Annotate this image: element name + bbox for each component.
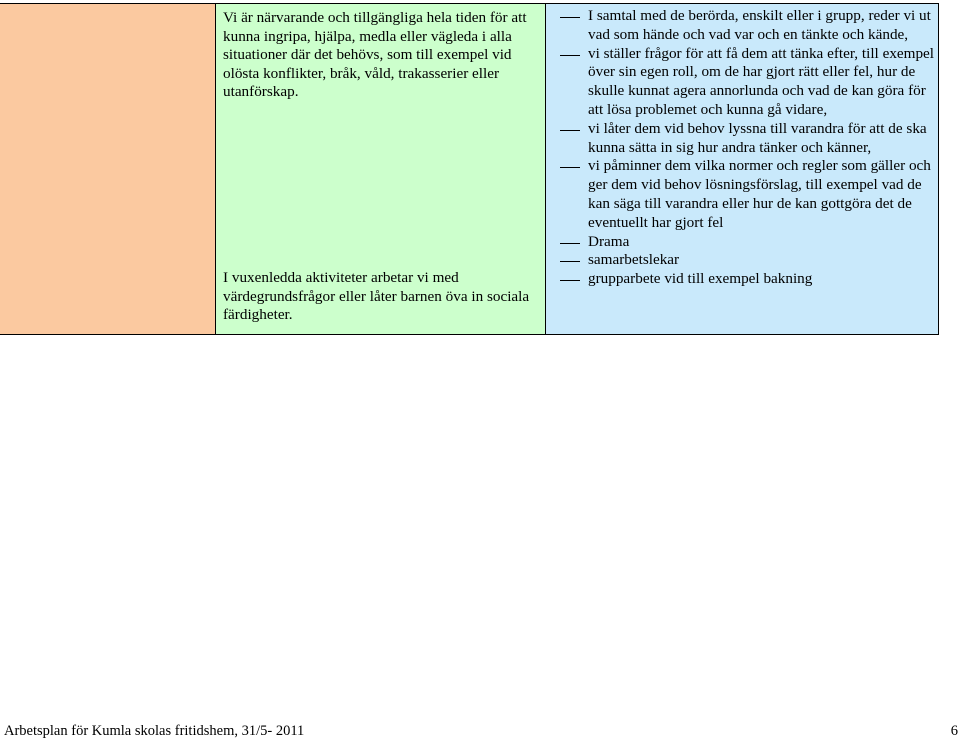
list-item (546, 251, 939, 270)
list-item (546, 7, 939, 45)
list-item-text: grupparbete vid till exempel bakning (588, 270, 813, 288)
list-item-text: vi låter dem vid behov lyssna till varandra för att de ska kunna sätta in sig hur andra tänker och känner, (588, 119, 927, 156)
list-item (546, 270, 939, 289)
dash-bullet-icon (560, 243, 580, 244)
dash-bullet-icon (560, 167, 580, 168)
list-item-text: Drama (588, 232, 630, 250)
page-number: 6 (950, 723, 958, 739)
dash-bullet-icon (560, 17, 580, 18)
middle-paragraph-1: Vi är närvarande och tillgängliga hela tiden för att kunna ingripa, hjälpa, medla eller vägleda i alla situationer där det behövs, som till exempel vid olösta konflikter, bråk, våld, trakasserier eller utanförskap. (223, 9, 527, 101)
dash-bullet-icon (560, 55, 580, 56)
list-item-text: I samtal med de berörda, enskilt eller i grupp, reder vi ut vad som hände och vad var och en tänkte och kände, (588, 7, 931, 43)
table-column-middle (216, 4, 546, 334)
list-item (546, 120, 939, 158)
list-item-text: vi ställer frågor för att få dem att tänka efter, till exempel över sin egen roll, om de har gjort rätt eller fel, hur de skulle kunnat agera annorlunda och vad de kan göra för att lösa problemet och kunna gå vidare, (588, 44, 935, 118)
table-column-left (0, 4, 216, 334)
dash-bullet-icon (560, 261, 580, 262)
list-item (546, 45, 939, 120)
list-item-text: samarbetslekar (588, 251, 680, 269)
list-item (546, 233, 939, 252)
dash-bullet-icon (560, 130, 580, 131)
middle-paragraph-2: I vuxenledda aktiviteter arbetar vi med värdegrundsfrågor eller låter barnen öva in sociala färdigheter. (223, 269, 530, 324)
content-table (0, 3, 939, 335)
list-item (546, 157, 939, 232)
action-list (546, 7, 939, 289)
footer-title: Arbetsplan för Kumla skolas fritidshem, 31/5- 2011 (4, 723, 305, 739)
table-column-right (546, 4, 939, 334)
dash-bullet-icon (560, 280, 580, 281)
list-item-text: vi påminner dem vilka normer och regler som gäller och ger dem vid behov lösningsförslag, till exempel vad de kan säga till varandra eller hur de kan gottgöra det de eventuellt har gjort fel (588, 157, 931, 231)
